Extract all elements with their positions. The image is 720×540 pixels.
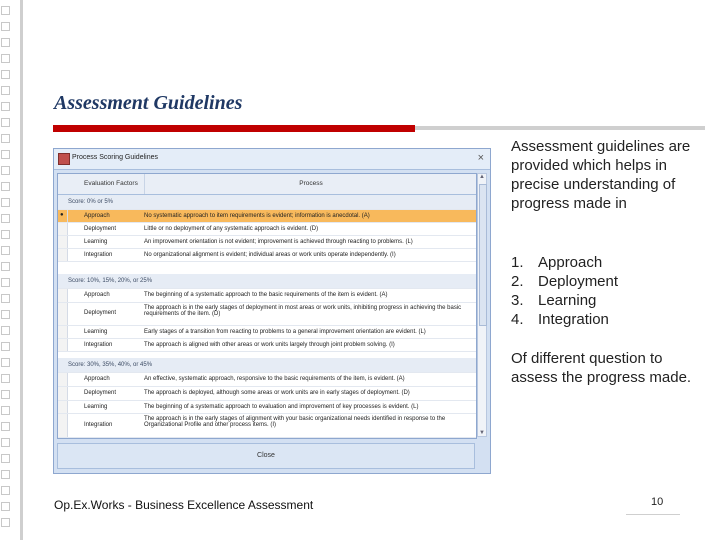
scrollbar-thumb[interactable] [479, 184, 487, 326]
body-outro: Of different question to assess the progress made. [511, 350, 692, 386]
dialog-title: Process Scoring Guidelines [72, 154, 158, 161]
table-row[interactable] [58, 373, 476, 387]
row-process: Little or no deployment of any systematic approach is evident. (D) [144, 226, 319, 232]
list-text: Approach [538, 254, 603, 271]
list-number: 1. [511, 254, 524, 271]
table-row[interactable] [58, 210, 476, 223]
vertical-scrollbar[interactable] [477, 173, 487, 437]
row-selector [58, 249, 68, 261]
grid-header [58, 174, 476, 195]
row-selector [58, 326, 68, 338]
close-button[interactable]: Close [57, 443, 475, 469]
scroll-up-icon[interactable]: ▲ [479, 174, 485, 180]
body-intro: Assessment guidelines are provided which helps in precise understanding of progress made in [511, 138, 691, 212]
group-row[interactable] [58, 358, 476, 373]
row-factor: Approach [84, 292, 110, 298]
row-process: Early stages of a transition from reacting to problems to a general improvement orientation are evident. (L) [144, 329, 426, 335]
factor-list [511, 253, 618, 329]
table-row[interactable] [58, 401, 476, 414]
table-row[interactable] [58, 223, 476, 236]
app-icon [58, 153, 70, 165]
table-row[interactable] [58, 289, 476, 303]
row-selector [58, 223, 68, 235]
dialog-title-bar [54, 149, 490, 170]
column-header-process[interactable]: Process [144, 174, 477, 194]
row-process: No organizational alignment is evident; individual areas or work units operate independently. (I) [144, 252, 396, 258]
group-row[interactable] [58, 274, 476, 289]
list-number: 4. [511, 311, 524, 328]
left-margin-decoration [0, 0, 13, 540]
row-selector [58, 289, 68, 302]
row-factor: Integration [84, 342, 113, 348]
slide-title: Assessment Guidelines [54, 92, 243, 114]
table-row[interactable] [58, 326, 476, 339]
row-process: An improvement orientation is not evident; improvement is achieved through reacting to problems. (L) [144, 239, 413, 245]
guidelines-grid [57, 173, 477, 439]
row-selector [58, 387, 68, 400]
scoring-guidelines-dialog [53, 148, 491, 474]
row-factor: Learning [84, 329, 108, 335]
row-factor: Learning [84, 404, 108, 410]
page-number: 10 [651, 496, 664, 508]
row-process: The beginning of a systematic approach to evaluation and improvement of key processes is evident. (L) [144, 404, 419, 410]
title-underline-grey [415, 126, 705, 130]
row-selector [58, 236, 68, 248]
group-label: Score: 0% or 5% [68, 199, 114, 205]
group-row[interactable] [58, 195, 476, 210]
list-item [511, 253, 618, 272]
row-process: The beginning of a systematic approach to the basic requirements of the item is evident. (A) [144, 292, 388, 298]
row-factor: Integration [84, 252, 113, 258]
table-row[interactable] [58, 249, 476, 262]
footer-text: Op.Ex.Works - Business Excellence Assessment [54, 498, 314, 512]
table-row[interactable] [58, 339, 476, 352]
list-text: Integration [538, 311, 609, 328]
list-text: Deployment [538, 273, 619, 290]
row-process: The approach is in the early stages of alignment with your basic organizational needs identified in response to the Organizational Profile and other process items. (I) [144, 416, 446, 428]
row-factor: Integration [84, 422, 113, 428]
table-row[interactable] [58, 414, 476, 438]
row-selector [58, 339, 68, 351]
page-number-underline [626, 514, 680, 515]
close-icon[interactable]: × [477, 152, 484, 164]
column-header-factors[interactable]: Evaluation Factors [84, 180, 138, 187]
row-selector [58, 401, 68, 413]
list-item [511, 272, 618, 291]
row-process: No systematic approach to item requirements is evident; information is anecdotal. (A) [144, 213, 370, 219]
row-factor: Deployment [84, 390, 117, 396]
title-underline-red [53, 125, 415, 132]
row-factor: Approach [84, 376, 110, 382]
row-selector-icon: ● [58, 210, 68, 222]
group-label: Score: 10%, 15%, 20%, or 25% [68, 278, 153, 284]
row-process: The approach is in the early stages of deployment in most areas or work units, inhibiting progress in achieving the basic requirements of the item. (D) [144, 305, 462, 317]
row-process: The approach is deployed, although some areas or work units are in early stages of deployment. (D) [144, 390, 410, 396]
row-factor: Approach [84, 213, 110, 219]
list-item [511, 310, 618, 329]
left-divider-line [20, 0, 23, 540]
table-row[interactable] [58, 236, 476, 249]
row-process: An effective, systematic approach, responsive to the basic requirements of the item, is evident. (A) [144, 376, 405, 382]
list-number: 2. [511, 273, 524, 290]
row-selector [58, 303, 68, 325]
table-row[interactable] [58, 303, 476, 326]
row-process: The approach is aligned with other areas or work units largely through joint problem solving. (I) [144, 342, 395, 348]
row-factor: Learning [84, 239, 108, 245]
row-selector [58, 373, 68, 386]
table-row[interactable] [58, 387, 476, 401]
list-item [511, 291, 618, 310]
list-number: 3. [511, 292, 524, 309]
row-factor: Deployment [84, 310, 117, 316]
scroll-down-icon[interactable]: ▼ [479, 430, 485, 436]
list-text: Learning [538, 292, 597, 309]
row-selector [58, 414, 68, 437]
group-label: Score: 30%, 35%, 40%, or 45% [68, 362, 153, 368]
row-factor: Deployment [84, 226, 117, 232]
